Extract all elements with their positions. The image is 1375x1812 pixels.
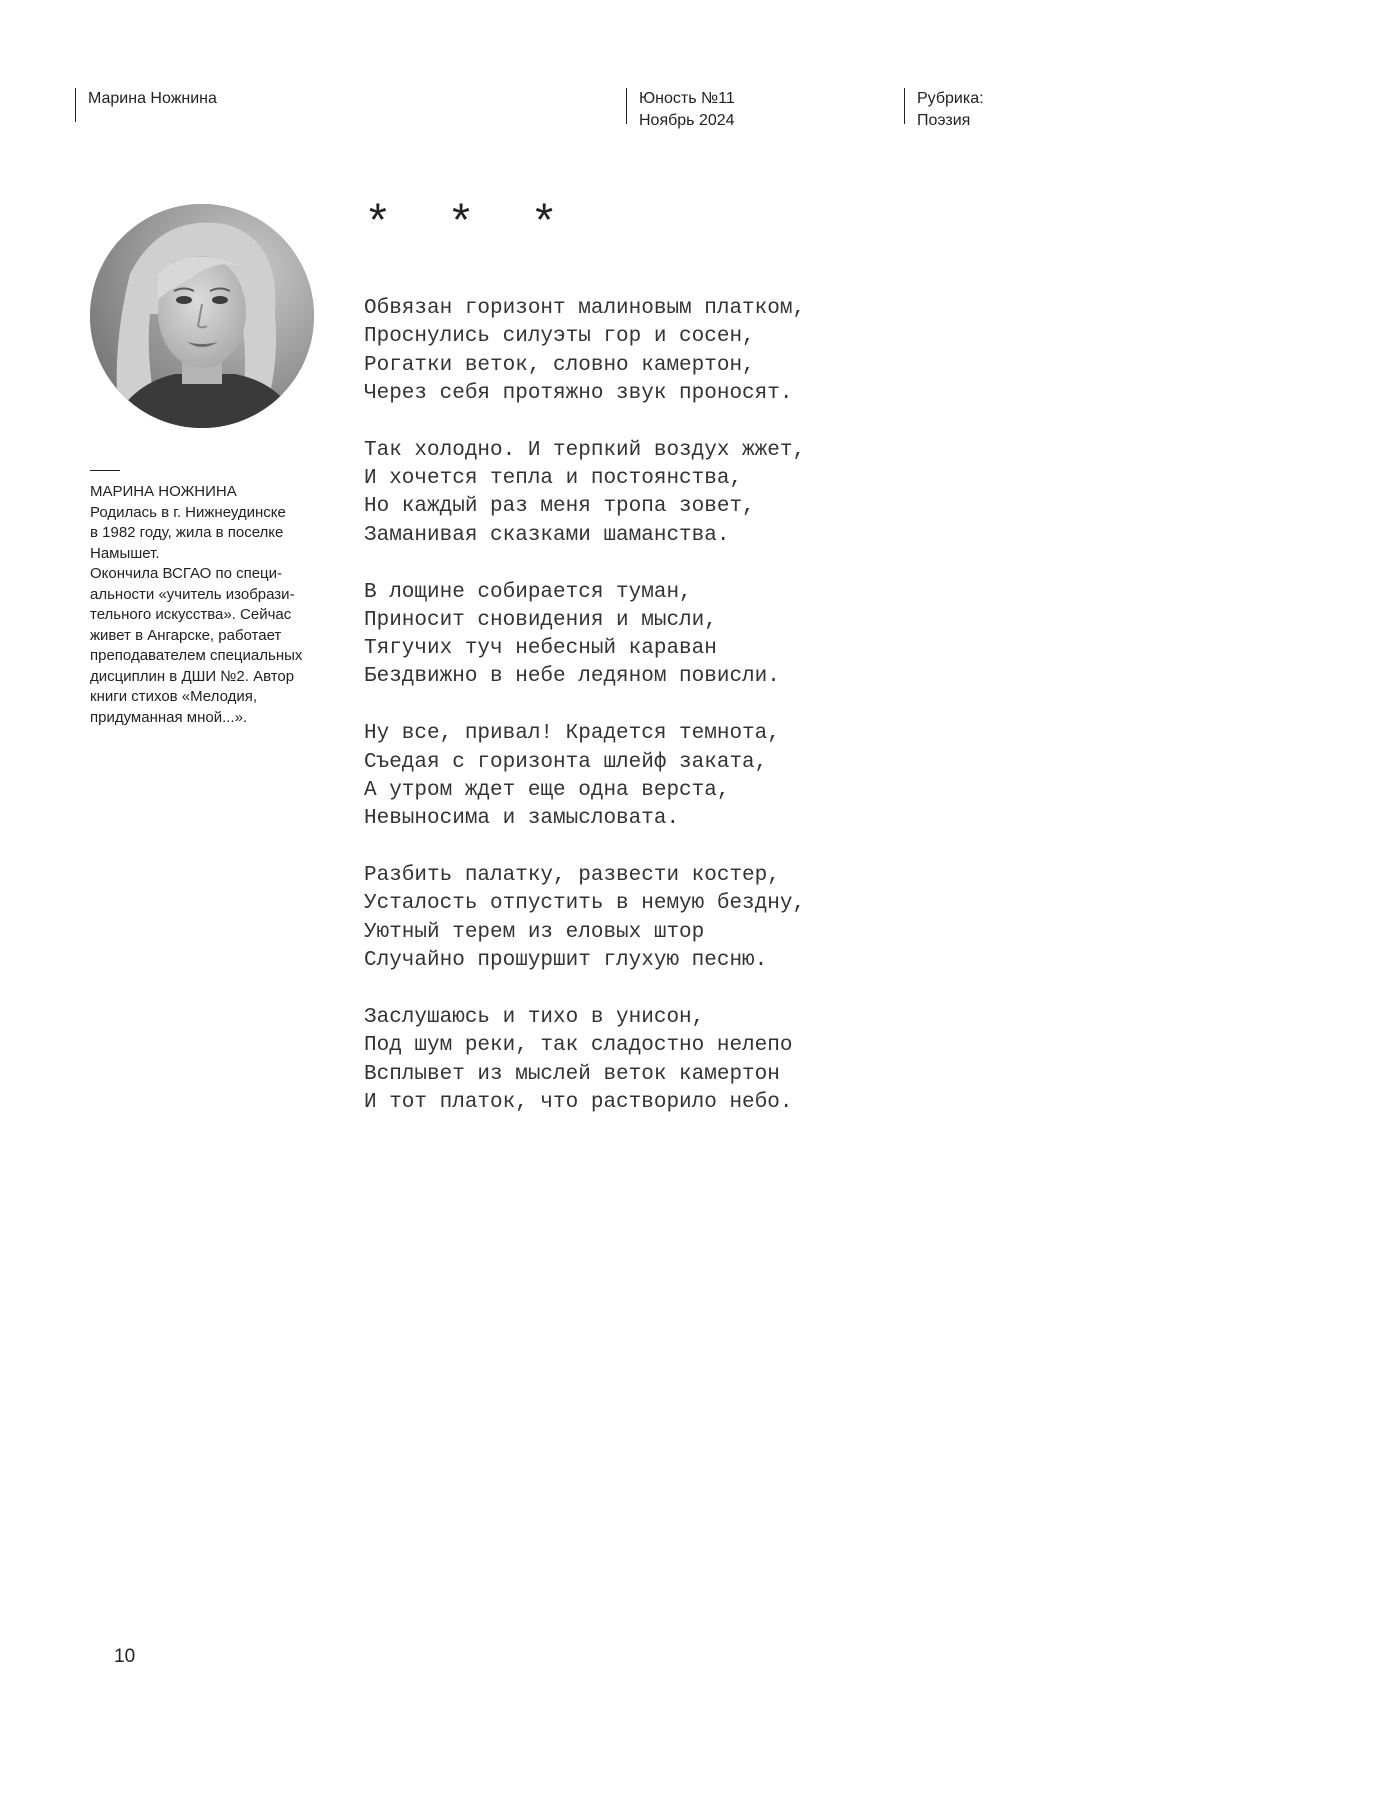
poem-line: Обвязан горизонт малиновым платком, — [364, 297, 806, 320]
bio-line: в 1982 году, жила в поселке — [90, 524, 284, 541]
poem-line: Усталость отпустить в немую бездну, — [364, 892, 806, 916]
poem-line: Проснулись силуэты гор и сосен, — [364, 325, 755, 349]
header-magazine: Юность №11 — [639, 90, 735, 107]
bio-line: альности «учитель изобрази- — [90, 585, 295, 603]
header-issue — [626, 88, 735, 129]
author-portrait-illustration — [90, 204, 314, 428]
poem-stanza — [364, 862, 924, 975]
bio-line: Родилась в г. Нижнеудинске — [90, 503, 286, 521]
bio-line: Намышет. — [90, 544, 160, 562]
header-date: Ноябрь 2024 — [639, 112, 735, 129]
poem-line: Бездвижно в небе ледяном повисли. — [364, 665, 780, 689]
poem-stanza — [364, 437, 924, 550]
poem-line: Тягучих туч небесный караван — [364, 637, 717, 661]
page-number: 10 — [114, 1646, 136, 1667]
poem-line: Заслушаюсь и тихо в унисон, — [364, 1005, 705, 1029]
header-rubric-value: Поэзия — [917, 112, 971, 129]
poem-line: Заманивая сказками шаманства. — [364, 523, 730, 547]
bio-line: книги стихов «Мелодия, — [90, 688, 258, 705]
bio-line: дисциплин в ДШИ №2. Автор — [90, 667, 295, 685]
poem-stanza — [364, 720, 924, 833]
poem-line: Разбить палатку, развести костер, — [364, 864, 780, 888]
header-rubric-label: Рубрика: — [917, 90, 984, 107]
bio-line: живет в Ангарске, работает — [90, 626, 282, 644]
poem-line: Всплывет из мыслей веток камертон — [364, 1062, 780, 1086]
bio-divider — [90, 470, 120, 471]
poem-line: Приносит сновидения и мысли, — [364, 608, 717, 632]
poem-body — [364, 295, 924, 1146]
bio-author-name: МАРИНА НОЖНИНА — [90, 483, 237, 500]
bio-line: придуманная мной...». — [90, 708, 248, 726]
poem-line: Уютный терем из еловых штор — [364, 920, 705, 944]
poem-line: Так холодно. И терпкий воздух жжет, — [364, 438, 806, 462]
poem-line: В лощине собирается туман, — [364, 580, 692, 604]
poem-line: Съедая с горизонта шлейф заката, — [364, 750, 768, 774]
poem-line: Под шум реки, так сладостно нелепо — [364, 1034, 793, 1058]
bio-line: Окончила ВСГАО по специ- — [90, 565, 283, 582]
poem-line: Случайно прошуршит глухую песню. — [364, 949, 768, 973]
header-author — [75, 88, 217, 122]
poem-title: * * * — [364, 199, 573, 251]
poem-line: И тот платок, что растворило небо. — [364, 1090, 793, 1114]
bio-line: преподавателем специальных — [90, 647, 303, 664]
poem-line: Невыносима и замысловата. — [364, 807, 680, 831]
header-rubric — [904, 88, 984, 129]
bio-line: тельного искусства». Сейчас — [90, 606, 292, 623]
poem-line: Через себя протяжно звук проносят. — [364, 381, 793, 405]
author-photo — [90, 204, 314, 428]
poem-line: И хочется тепла и постоянства, — [364, 467, 743, 491]
poem-line: Но каждый раз меня тропа зовет, — [364, 495, 755, 519]
poem-line: А утром ждет еще одна верста, — [364, 778, 730, 802]
author-bio — [90, 482, 340, 728]
poem-stanza — [364, 579, 924, 692]
poem-stanza — [364, 295, 924, 408]
header-author-name: Марина Ножнина — [88, 90, 217, 107]
poem-line: Рогатки веток, словно камертон, — [364, 353, 755, 377]
poem-stanza — [364, 1004, 924, 1117]
poem-line: Ну все, привал! Крадется темнота, — [364, 722, 780, 746]
